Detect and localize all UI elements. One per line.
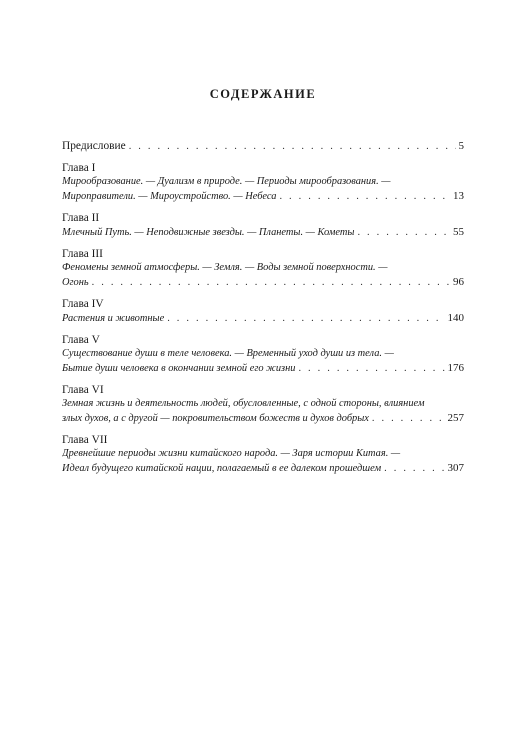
chapter-description-text: Идеал будущего китайской нации, полагаемый в ее далеком прошедшем <box>62 463 382 474</box>
toc-chapter[interactable] <box>62 433 464 476</box>
chapter-description-text: Мироправители. — Мироустройство. — Небеса <box>62 191 277 202</box>
chapter-description-line <box>62 275 464 290</box>
chapter-heading: Глава II <box>62 212 100 224</box>
toc-page-number: 140 <box>447 312 464 324</box>
chapter-description-line <box>62 225 464 240</box>
dot-leader <box>372 412 445 426</box>
chapter-description-line <box>62 189 464 204</box>
toc-chapter[interactable] <box>62 297 464 326</box>
chapter-description-line <box>62 397 464 411</box>
chapter-heading: Глава V <box>62 334 100 346</box>
toc-chapter[interactable] <box>62 333 464 376</box>
toc-chapter[interactable] <box>62 211 464 240</box>
toc-page-number: 257 <box>447 412 464 424</box>
chapter-description-text: Существование души в теле человека. — Временный уход души из тела. — <box>62 348 394 359</box>
chapter-heading: Глава I <box>62 162 96 174</box>
chapter-description-text: Бытие души человека в окончании земной его жизни <box>62 363 296 374</box>
chapter-description-line <box>62 411 464 426</box>
chapter-description-text: Мирообразование. — Дуализм в природе. — Периоды мирообразования. — <box>62 176 391 187</box>
chapter-heading: Глава VII <box>62 434 108 446</box>
toc-chapter[interactable] <box>62 383 464 426</box>
dot-leader <box>298 362 444 376</box>
toc-page-number: 13 <box>453 190 464 202</box>
chapter-description-line <box>62 361 464 376</box>
toc-page-number: 307 <box>447 462 464 474</box>
chapter-description-line <box>62 347 464 361</box>
chapter-description-text: Огонь <box>62 277 89 288</box>
chapter-description-text: Феномены земной атмосферы. — Земля. — Воды земной поверхности. — <box>62 262 388 273</box>
page-title: СОДЕРЖАНИЕ <box>209 87 317 101</box>
toc-entry-preface[interactable] <box>62 139 464 154</box>
dot-leader <box>167 312 444 326</box>
toc-page-number: 5 <box>458 140 464 152</box>
chapter-description-line <box>62 447 464 461</box>
chapter-heading: Глава VI <box>62 384 104 396</box>
dot-leader <box>384 462 444 476</box>
chapter-description-text: Млечный Путь. — Неподвижные звезды. — Планеты. — Кометы <box>62 227 355 238</box>
chapter-description-line <box>62 261 464 275</box>
dot-leader <box>279 190 450 204</box>
chapter-description-line <box>62 461 464 476</box>
chapter-heading: Глава III <box>62 248 103 260</box>
table-of-contents <box>62 139 464 476</box>
chapter-description-text: Земная жизнь и деятельность людей, обусловленные, с одной стороны, влиянием <box>62 398 425 409</box>
chapter-description-text: Растения и животные <box>62 313 165 324</box>
toc-entry-label: Предисловие <box>62 140 126 152</box>
chapter-description-line <box>62 311 464 326</box>
toc-page-number: 55 <box>453 226 464 238</box>
chapter-description-line <box>62 175 464 189</box>
dot-leader <box>129 140 456 154</box>
chapter-description-text: злых духов, а с другой — покровительством божеств и духов добрых <box>62 413 369 424</box>
toc-chapter[interactable] <box>62 161 464 204</box>
chapter-heading: Глава IV <box>62 298 104 310</box>
chapter-description-text: Древнейшие периоды жизни китайского народа. — Заря истории Китая. — <box>62 448 401 459</box>
toc-chapter[interactable] <box>62 247 464 290</box>
dot-leader <box>357 226 450 240</box>
toc-page-number: 176 <box>447 362 464 374</box>
dot-leader <box>92 276 450 290</box>
toc-page-number: 96 <box>453 276 464 288</box>
